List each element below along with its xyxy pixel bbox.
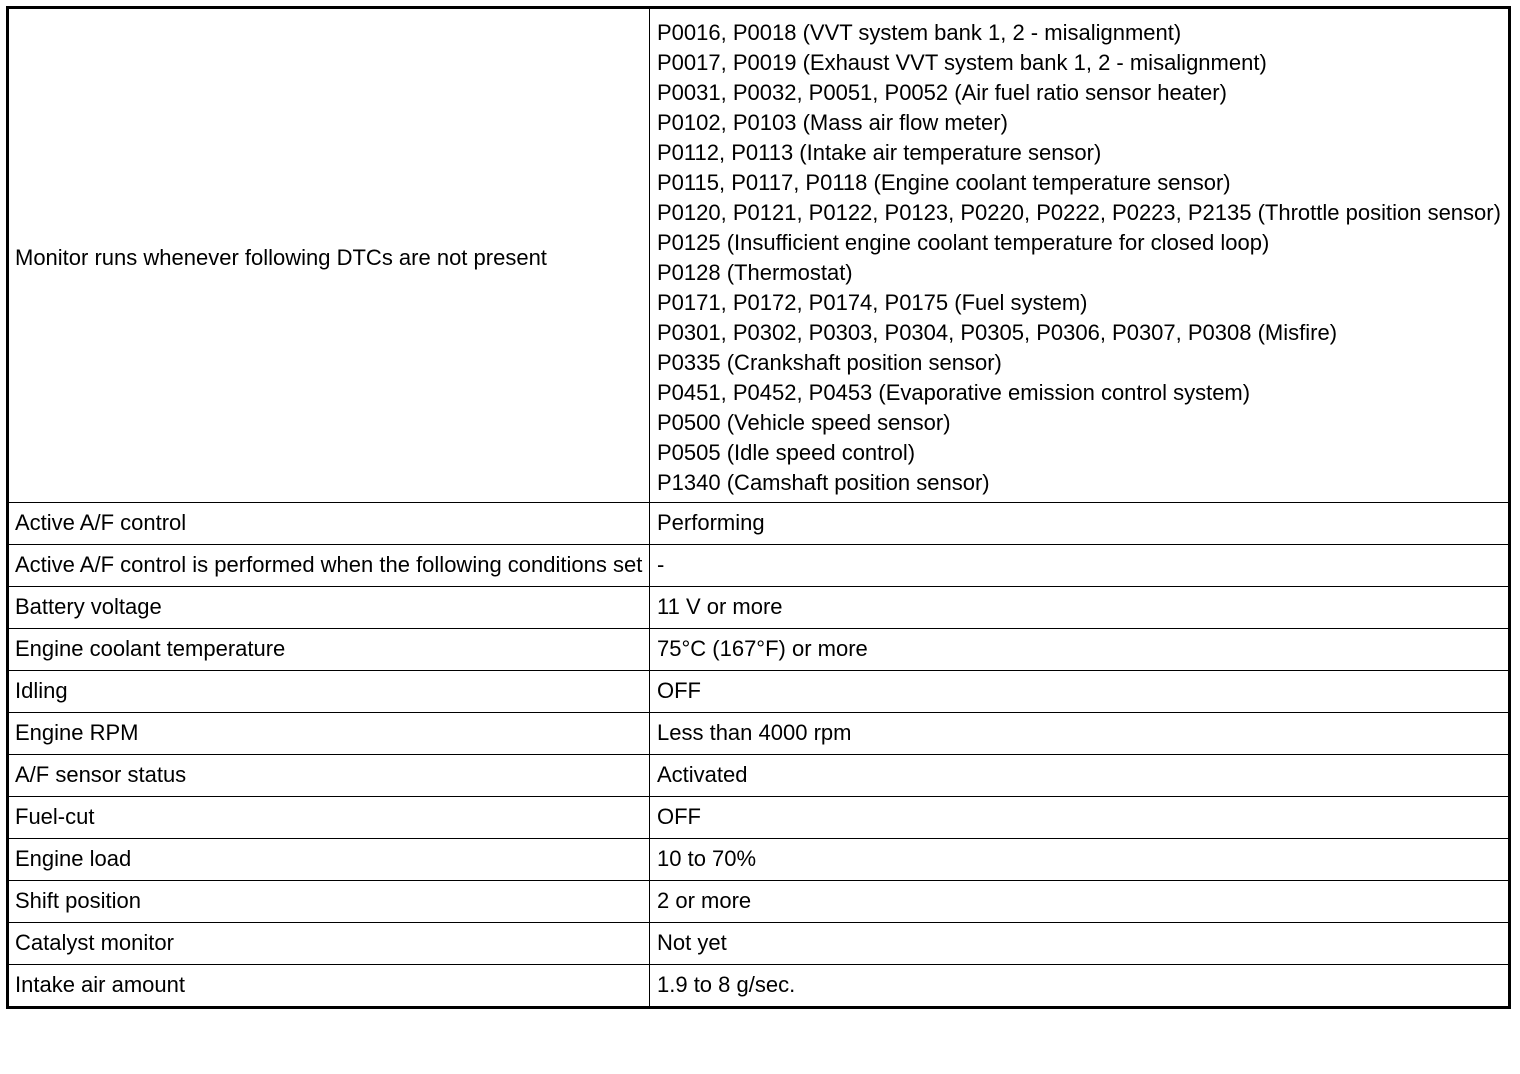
dtc-item: P0017, P0019 (Exhaust VVT system bank 1, 2 - misalignment): [657, 50, 1267, 75]
value-cell: OFF: [650, 797, 1510, 839]
condition-cell: Engine RPM: [8, 713, 650, 755]
table-row: [8, 923, 1510, 965]
table-row: [8, 965, 1510, 1008]
dtc-item: P0128 (Thermostat): [657, 260, 853, 285]
table-row: [8, 881, 1510, 923]
table-row: [8, 797, 1510, 839]
condition-cell: Active A/F control is performed when the following conditions set: [8, 545, 650, 587]
condition-cell: Engine load: [8, 839, 650, 881]
condition-cell: A/F sensor status: [8, 755, 650, 797]
dtc-item: P0102, P0103 (Mass air flow meter): [657, 110, 1008, 135]
value-cell: 2 or more: [650, 881, 1510, 923]
condition-cell: Battery voltage: [8, 587, 650, 629]
dtc-item: P0115, P0117, P0118 (Engine coolant temperature sensor): [657, 170, 1231, 195]
condition-cell: Idling: [8, 671, 650, 713]
condition-cell: Monitor runs whenever following DTCs are not present: [8, 8, 650, 503]
condition-cell: Intake air amount: [8, 965, 650, 1008]
table-row: [8, 671, 1510, 713]
table-row: [8, 629, 1510, 671]
value-cell: 11 V or more: [650, 587, 1510, 629]
table-row: [8, 755, 1510, 797]
monitor-conditions-table: [6, 6, 1511, 1009]
dtc-list-cell: [650, 8, 1510, 503]
dtc-item: P0120, P0121, P0122, P0123, P0220, P0222, P0223, P2135 (Throttle position sensor): [657, 200, 1501, 225]
dtc-item: P0125 (Insufficient engine coolant temperature for closed loop): [657, 230, 1270, 255]
value-cell: Less than 4000 rpm: [650, 713, 1510, 755]
table-row: [8, 587, 1510, 629]
table-row: [8, 713, 1510, 755]
condition-cell: Engine coolant temperature: [8, 629, 650, 671]
condition-cell: Fuel-cut: [8, 797, 650, 839]
dtc-item: P1340 (Camshaft position sensor): [657, 470, 990, 495]
dtc-item: P0505 (Idle speed control): [657, 440, 916, 465]
value-cell: OFF: [650, 671, 1510, 713]
condition-cell: Active A/F control: [8, 503, 650, 545]
dtc-item: P0016, P0018 (VVT system bank 1, 2 - misalignment): [657, 20, 1182, 45]
dtc-item: P0500 (Vehicle speed sensor): [657, 410, 951, 435]
dtc-item: P0112, P0113 (Intake air temperature sensor): [657, 140, 1102, 165]
condition-cell: Catalyst monitor: [8, 923, 650, 965]
value-cell: -: [650, 545, 1510, 587]
value-cell: Not yet: [650, 923, 1510, 965]
table-row: [8, 545, 1510, 587]
dtc-item: P0451, P0452, P0453 (Evaporative emission control system): [657, 380, 1251, 405]
value-cell: 1.9 to 8 g/sec.: [650, 965, 1510, 1008]
table-row: [8, 839, 1510, 881]
value-cell: Performing: [650, 503, 1510, 545]
table-row: [8, 503, 1510, 545]
value-cell: 10 to 70%: [650, 839, 1510, 881]
dtc-item: P0335 (Crankshaft position sensor): [657, 350, 1002, 375]
value-cell: Activated: [650, 755, 1510, 797]
dtc-item: P0301, P0302, P0303, P0304, P0305, P0306, P0307, P0308 (Misfire): [657, 320, 1338, 345]
table-row: [8, 8, 1510, 503]
dtc-item: P0171, P0172, P0174, P0175 (Fuel system): [657, 290, 1088, 315]
dtc-item: P0031, P0032, P0051, P0052 (Air fuel ratio sensor heater): [657, 80, 1227, 105]
value-cell: 75°C (167°F) or more: [650, 629, 1510, 671]
condition-cell: Shift position: [8, 881, 650, 923]
